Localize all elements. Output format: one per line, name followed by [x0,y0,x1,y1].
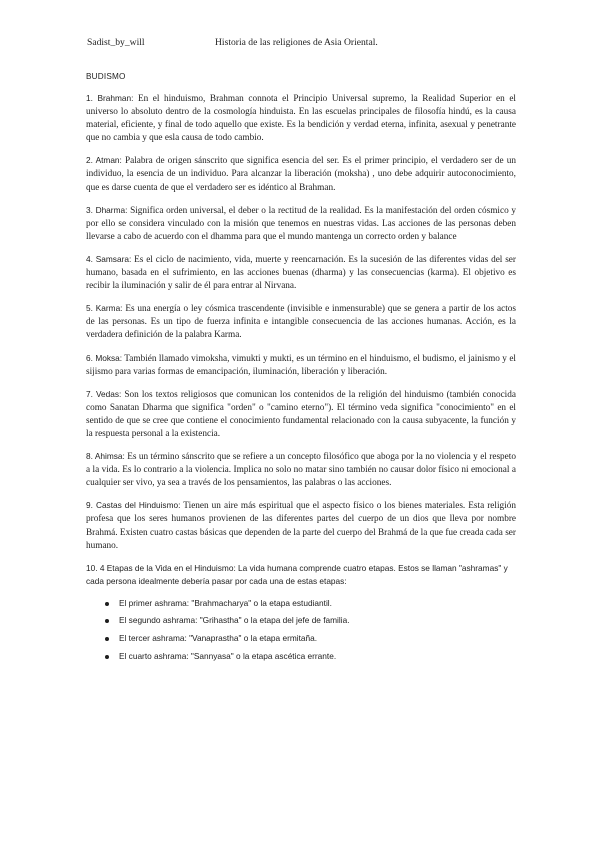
term-label: 7. Vedas: [86,388,122,399]
term-definition: También llamado vimoksha, vimukti y mukti, es un término en el hinduismo, el budismo, el jainismo y el sijismo para varias formas de emancipación, iluminación, liberación y liberación. [86,353,516,377]
definition-atman [86,154,516,194]
list-item-text: El cuarto ashrama: "Sannyasa" o la etapa ascética errante. [119,650,337,661]
bullet-icon [105,655,109,659]
list-item [86,632,516,646]
term-definition: Tienen un aire más espiritual que el aspecto físico o los bienes materiales. Esta religión profesa que los seres humanos provienen de las diferentes partes del cuerpo de un dios que lleva por nombre Brahmá. Existen cuatro castas básicas que dependen de la parte del cuerpo del Brahmá de la que fue creada cada ser humano. [86,501,517,551]
list-item-text: El primer ashrama: "Brahmacharya" o la etapa estudiantil. [119,597,332,608]
bullet-icon [105,637,109,641]
author-name: Sadist_by_will [87,37,145,48]
list-item [86,597,516,611]
term-definition: Palabra de origen sánscrito que significa esencia del ser. Es el primer principio, el verdadero ser de un individuo, la esencia de un individuo. Para alcanzar la liberación (moksha) , uno debe adquirir autoconocimiento, que es darse cuenta de que el verdadero ser es idéntico al Brahman. [86,156,516,193]
definition-dharma [86,204,516,244]
term-definition: Es el ciclo de nacimiento, vida, muerte y reencarnación. Es la sucesión de las diferentes vidas del ser humano, basada en el sufrimiento, en las acciones buenas (dharma) y las consecuencias (karma). El objetivo es recibir la iluminación y salir de él para entrar al Nirvana. [86,254,516,292]
term-label: 6. Moksa: [86,352,123,363]
document-body [86,72,516,667]
course-title: Historia de las religiones de Asia Oriental. [215,37,378,48]
definition-samsara [86,253,516,293]
definition-vedas [86,388,516,441]
definition-ahimsa [86,450,516,490]
term-definition: Es una energía o ley cósmica trascendente (invisible e inmensurable) que se genera a partir de los actos de las personas. Es un tipo de fuerza infinita e intangible consecuencia de las acciones humanas. Acción, es la verdadera definición de la palabra Karma. [86,304,516,341]
term-label: 4. Samsara: [86,253,132,264]
term-label: 9. Castas del Hinduismo: [86,500,181,511]
definition-brahman [86,92,516,145]
life-stages-list [86,597,516,663]
definition-castas [86,499,516,552]
definition-karma [86,302,516,342]
section-heading: BUDISMO [86,72,126,81]
list-item [86,650,516,664]
life-stages-intro: 10. 4 Etapas de la Vida en el Hinduismo: La vida humana comprende cuatro etapas. Estos se llaman "ashramas" y cada persona idealmente debería pasar por cada una de estas etapas: [86,562,508,586]
term-label: 1. Brahman: [86,93,134,103]
term-label: 3. Dharma: [86,204,128,215]
bullet-icon [105,602,109,606]
list-item [86,614,516,628]
list-item-text: El segundo ashrama: "Grihastha" o la etapa del jefe de familia. [119,615,350,626]
term-definition: Son los textos religiosos que comunican los contenidos de la religión del hinduismo (también conocida como Sanatan Dharma que significa "orden" o "camino eterno"). El término veda significa "conocimiento" en el sentido de que se cree que contiene el conocimiento fundamental relacionado con la causa subyacente, la función y la respuesta personal a la existencia. [86,389,516,439]
term-label: 5. Karma: [86,303,123,314]
term-definition: En el hinduismo, Brahman connota el Principio Universal supremo, la Realidad Superior en el universo lo absoluto dentro de la cosmología hinduista. En las escuelas principales de filosofía hindú, es la causa material, eficiente, y final de todo aquello que existe. Es la bendición y verdad eterna, infinita, asexual y penetrante que no cambia y que esla causa de todo cambio. [86,94,516,144]
bullet-icon [105,619,109,623]
term-definition: Es un término sánscrito que se refiere a un concepto filosófico que aboga por la no violencia y el respeto a la vida. Es lo contrario a la violencia. Implica no solo no matar sino también no causar dolor físico ni emocional a cualquier ser vivo, ya sea a través de los pensamientos, las palabras o las acciones. [86,452,516,489]
term-definition: Significa orden universal, el deber o la rectitud de la realidad. Es la manifestación del orden cósmico y por ello se considera vinculado con la misión que tenemos en nuestras vidas. Las acciones de las personas deben llevarse a cabo de acuerdo con el dhamma para que el mundo mantenga un correcto orden y balance [86,205,516,242]
term-label: 8. Ahimsa: [86,451,125,462]
page-header [87,37,539,51]
list-item-text: El tercer ashrama: "Vanaprastha" o la etapa ermitaña. [119,632,318,643]
term-label: 2. Atman: [86,155,122,166]
definition-moksa [86,352,516,379]
